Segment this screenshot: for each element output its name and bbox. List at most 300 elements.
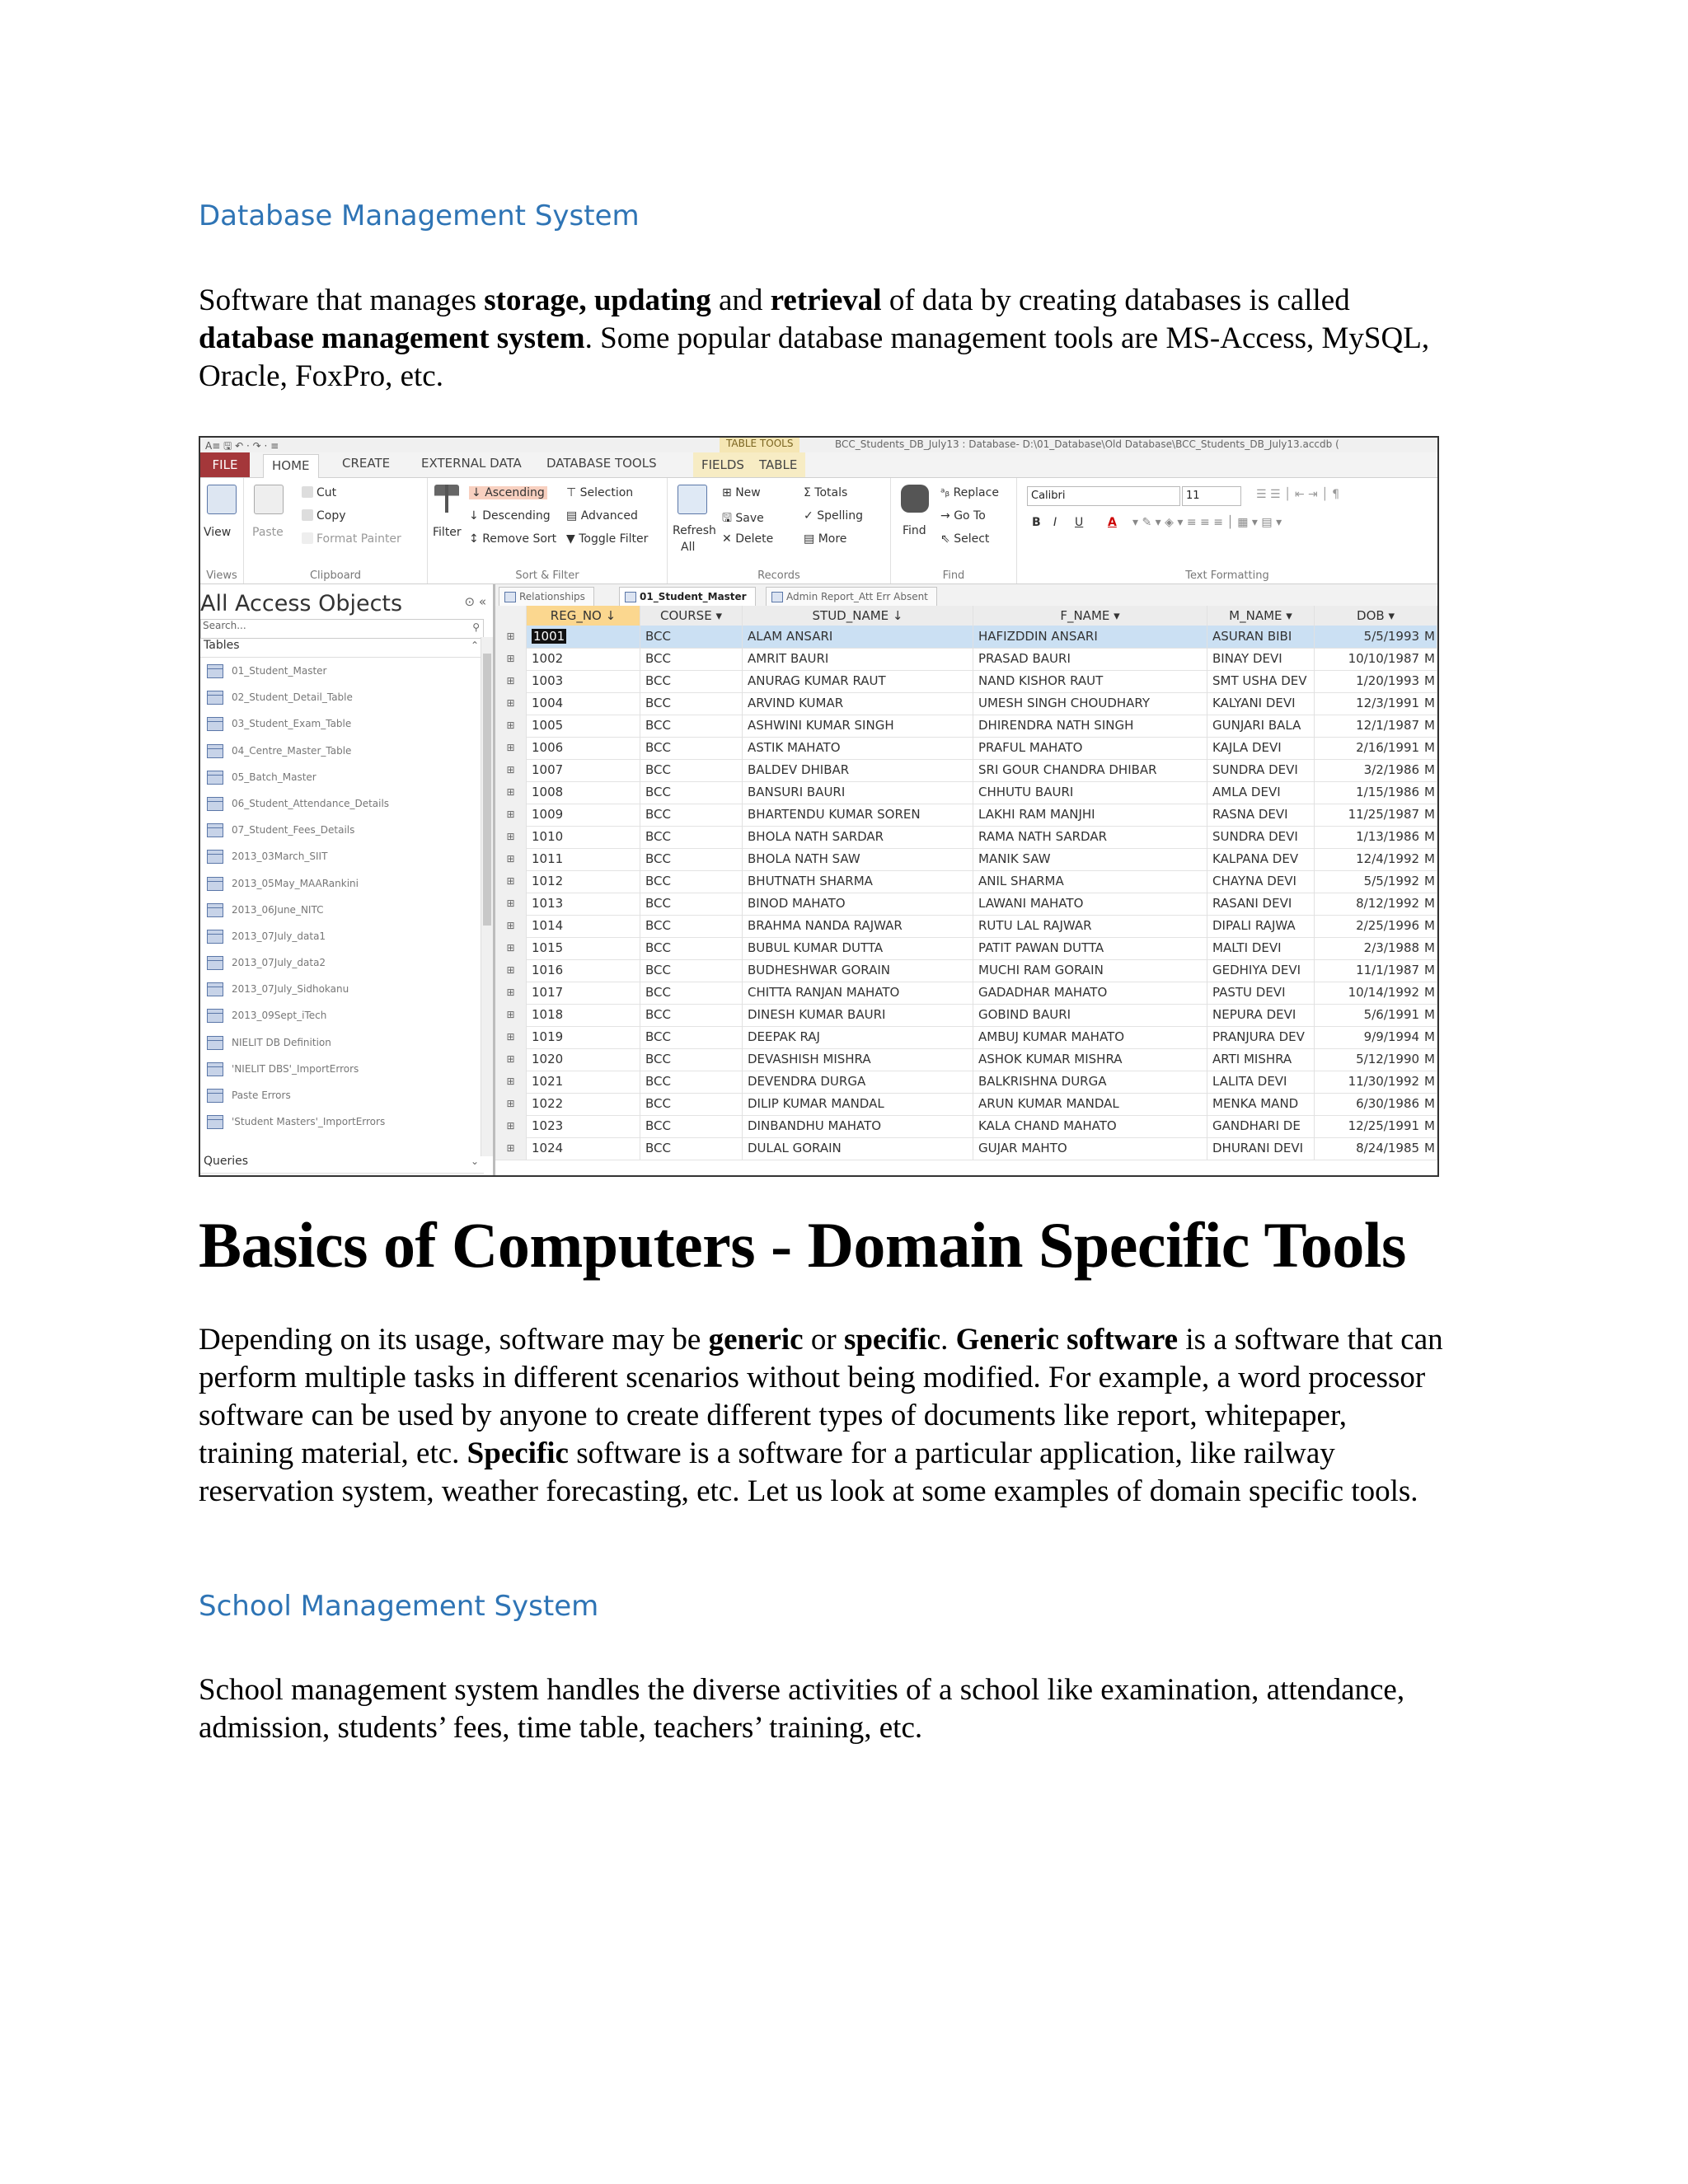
table-cell[interactable] [743, 915, 973, 937]
table-row[interactable] [495, 1137, 1437, 1160]
table-cell[interactable] [973, 715, 1207, 737]
table-cell[interactable] [1315, 1137, 1437, 1160]
table-cell[interactable] [527, 1115, 640, 1137]
table-cell[interactable] [743, 715, 973, 737]
table-cell[interactable] [1207, 781, 1315, 804]
quick-access-toolbar[interactable]: A≡ 🖫 ↶ · ↷ · ≡ [205, 440, 279, 452]
selection-button[interactable]: ⊤ Selection [566, 486, 634, 499]
expand-row-icon[interactable]: ⊞ [495, 804, 527, 826]
table-cell[interactable] [640, 759, 743, 781]
format-painter-button[interactable]: Format Painter [302, 532, 401, 546]
table-cell[interactable] [743, 959, 973, 982]
table-cell[interactable] [1315, 670, 1437, 692]
spelling-button[interactable]: ✓ Spelling [804, 509, 864, 523]
nav-table-item[interactable] [200, 685, 481, 711]
table-cell[interactable] [527, 915, 640, 937]
table-cell[interactable] [640, 781, 743, 804]
new-record-button[interactable]: ⊞ New [722, 486, 761, 499]
table-cell[interactable] [640, 1004, 743, 1026]
copy-button[interactable]: Copy [302, 509, 346, 523]
table-cell[interactable] [527, 937, 640, 959]
table-cell[interactable] [973, 1048, 1207, 1071]
nav-table-item[interactable] [200, 924, 481, 950]
nav-table-item[interactable] [200, 711, 481, 738]
table-cell[interactable] [1207, 937, 1315, 959]
table-cell[interactable] [527, 692, 640, 715]
font-size-select[interactable]: 11 [1182, 486, 1241, 506]
expand-row-icon[interactable]: ⊞ [495, 893, 527, 915]
table-row[interactable] [495, 1026, 1437, 1049]
tab-file[interactable]: FILE [200, 452, 250, 477]
table-cell[interactable] [527, 781, 640, 804]
paste-icon[interactable] [254, 485, 284, 514]
table-cell[interactable] [973, 648, 1207, 670]
table-cell[interactable] [640, 1137, 743, 1160]
totals-button[interactable]: Σ Totals [804, 486, 848, 499]
table-cell[interactable] [527, 804, 640, 826]
table-row[interactable] [495, 848, 1437, 871]
next-column-clip: M [1424, 1029, 1435, 1044]
table-cell[interactable] [640, 848, 743, 870]
table-cell[interactable] [743, 759, 973, 781]
table-cell[interactable] [1315, 781, 1437, 804]
tab-database-tools[interactable]: DATABASE TOOLS [546, 456, 657, 471]
table-cell[interactable] [527, 1137, 640, 1160]
nav-scroll-thumb[interactable] [483, 654, 491, 926]
table-cell[interactable] [1207, 982, 1315, 1004]
table-cell[interactable] [973, 848, 1207, 870]
table-cell[interactable] [743, 1071, 973, 1093]
table-cell[interactable] [743, 870, 973, 893]
table-cell[interactable] [973, 1093, 1207, 1115]
table-cell[interactable] [527, 1048, 640, 1071]
table-row[interactable] [495, 870, 1437, 893]
table-cell[interactable] [1315, 715, 1437, 737]
advanced-button[interactable]: ▤ Advanced [566, 509, 638, 523]
format-icons[interactable]: ▾ ✎ ▾ ◈ ▾ ≡ ≡ ≡ │ ▦ ▾ ▤ ▾ [1132, 516, 1282, 529]
nav-search-input[interactable]: Search... ⚲ [200, 619, 484, 639]
paste-button[interactable]: Paste [252, 526, 284, 539]
tab-home[interactable]: HOME [263, 454, 319, 478]
table-cell[interactable] [1207, 648, 1315, 670]
nav-table-item[interactable] [200, 1109, 481, 1136]
expand-row-icon[interactable]: ⊞ [495, 848, 527, 870]
table-cell[interactable] [640, 870, 743, 893]
doc-tab-student-master[interactable]: 01_Student_Master [619, 587, 756, 606]
descending-button[interactable]: ↓ Descending [469, 509, 551, 523]
table-cell[interactable] [1207, 1137, 1315, 1160]
table-cell[interactable] [973, 915, 1207, 937]
table-cell[interactable] [1315, 826, 1437, 848]
table-cell[interactable] [743, 893, 973, 915]
dropdown-arrow-icon[interactable]: ▾ [1109, 608, 1120, 623]
table-cell[interactable] [743, 626, 973, 648]
table-cell[interactable] [640, 1093, 743, 1115]
table-cell[interactable] [1315, 915, 1437, 937]
table-cell[interactable] [1207, 1004, 1315, 1026]
table-cell[interactable] [527, 959, 640, 982]
table-row[interactable] [495, 1115, 1437, 1138]
nav-table-item[interactable] [200, 950, 481, 977]
table-cell[interactable] [640, 737, 743, 759]
table-cell[interactable] [1315, 1093, 1437, 1115]
nav-table-item[interactable] [200, 977, 481, 1003]
bold-button[interactable]: B [1032, 516, 1041, 529]
toggle-filter-button[interactable]: ▼ Toggle Filter [566, 532, 649, 546]
italic-button[interactable]: I [1053, 516, 1057, 529]
table-cell[interactable] [527, 1093, 640, 1115]
table-row[interactable] [495, 759, 1437, 782]
table-cell[interactable] [743, 1004, 973, 1026]
table-cell[interactable] [640, 670, 743, 692]
table-cell[interactable] [1207, 870, 1315, 893]
table-cell[interactable] [973, 1004, 1207, 1026]
table-icon [207, 664, 223, 678]
table-cell[interactable] [973, 626, 1207, 648]
table-cell[interactable] [527, 1026, 640, 1048]
expand-row-icon[interactable]: ⊞ [495, 937, 527, 959]
table-row[interactable] [495, 715, 1437, 738]
table-cell[interactable] [1207, 670, 1315, 692]
view-icon[interactable] [207, 485, 237, 514]
sort-arrow-icon[interactable]: ↓ [601, 608, 617, 623]
cell-value: 9/9/1994 [1363, 1029, 1420, 1044]
nav-table-item[interactable] [200, 1057, 481, 1083]
column-header[interactable] [527, 606, 640, 626]
table-row[interactable] [495, 692, 1437, 715]
table-cell[interactable] [743, 1137, 973, 1160]
table-cell[interactable] [527, 737, 640, 759]
nav-title[interactable]: All Access Objects [200, 591, 403, 616]
table-row[interactable] [495, 937, 1437, 960]
view-button[interactable]: View [204, 526, 232, 539]
sort-arrow-icon[interactable]: ↓ [889, 608, 903, 623]
table-cell[interactable] [1207, 804, 1315, 826]
cell-value: BCC [645, 740, 671, 755]
nav-table-label: 02_Student_Detail_Table [232, 691, 353, 704]
refresh-button[interactable]: Refresh [673, 524, 716, 537]
table-cell[interactable] [527, 893, 640, 915]
expand-row-icon[interactable]: ⊞ [495, 1137, 527, 1160]
table-cell[interactable] [640, 915, 743, 937]
table-cell[interactable] [1315, 1115, 1437, 1137]
column-header-label: M_NAME [1229, 608, 1282, 623]
table-cell[interactable] [640, 826, 743, 848]
table-cell[interactable] [973, 1071, 1207, 1093]
collapse-icon[interactable]: « [478, 594, 486, 609]
table-cell[interactable] [973, 1115, 1207, 1137]
search-icon[interactable]: ⚲ [472, 621, 480, 633]
table-cell[interactable] [1315, 848, 1437, 870]
table-cell[interactable] [640, 1071, 743, 1093]
table-cell[interactable] [973, 692, 1207, 715]
table-row[interactable] [495, 781, 1437, 804]
expand-row-icon[interactable]: ⊞ [495, 1004, 527, 1026]
table-cell[interactable] [743, 670, 973, 692]
table-row[interactable] [495, 648, 1437, 671]
nav-table-label: 'Student Masters'_ImportErrors [232, 1116, 386, 1128]
nav-table-item[interactable] [200, 1003, 481, 1029]
expand-row-icon[interactable]: ⊞ [495, 1026, 527, 1048]
table-row[interactable] [495, 1093, 1437, 1116]
dropdown-arrow-icon[interactable]: ▾ [711, 608, 722, 623]
table-cell[interactable] [973, 1137, 1207, 1160]
table-cell[interactable] [1207, 826, 1315, 848]
expand-row-icon[interactable]: ⊞ [495, 626, 527, 648]
table-cell[interactable] [1207, 848, 1315, 870]
save-record-button[interactable]: 🖫 Save [722, 512, 764, 525]
expand-row-icon[interactable]: ⊞ [495, 670, 527, 692]
expand-row-icon[interactable]: ⊞ [495, 959, 527, 982]
dropdown-arrow-icon[interactable]: ▾ [1282, 608, 1292, 623]
table-cell[interactable] [1207, 715, 1315, 737]
table-cell[interactable] [973, 1026, 1207, 1048]
table-cell[interactable] [527, 982, 640, 1004]
table-row[interactable] [495, 804, 1437, 827]
column-header[interactable] [973, 606, 1207, 626]
table-cell[interactable] [743, 826, 973, 848]
expand-row-icon[interactable]: ⊞ [495, 1093, 527, 1115]
table-cell[interactable] [1207, 692, 1315, 715]
expand-row-icon[interactable]: ⊞ [495, 737, 527, 759]
table-cell[interactable] [743, 937, 973, 959]
expand-row-icon[interactable]: ⊞ [495, 826, 527, 848]
table-cell[interactable] [1207, 893, 1315, 915]
table-cell[interactable] [640, 626, 743, 648]
table-cell[interactable] [527, 715, 640, 737]
table-cell[interactable] [973, 959, 1207, 982]
binoculars-icon[interactable] [901, 485, 929, 513]
column-header[interactable] [1315, 606, 1437, 626]
doc-tab-admin-report[interactable]: Admin Report_Att Err Absent [766, 587, 937, 606]
table-cell[interactable] [743, 648, 973, 670]
expand-row-icon[interactable]: ⊞ [495, 715, 527, 737]
table-cell[interactable] [527, 759, 640, 781]
table-cell[interactable] [640, 959, 743, 982]
table-row[interactable] [495, 737, 1437, 760]
select-all-cell[interactable] [495, 606, 527, 626]
table-cell[interactable] [640, 1115, 743, 1137]
more-button[interactable]: ▤ More [804, 532, 847, 546]
nav-section-queries[interactable]: Queries ⌄ [200, 1155, 484, 1174]
tab-fields[interactable]: FIELDS [693, 452, 753, 477]
remove-sort-button[interactable]: ↕ Remove Sort [469, 532, 557, 546]
table-cell[interactable] [973, 893, 1207, 915]
nav-controls[interactable] [464, 594, 486, 609]
table-cell[interactable] [973, 804, 1207, 826]
table-cell[interactable] [1315, 804, 1437, 826]
column-header[interactable] [743, 606, 973, 626]
table-cell[interactable] [743, 982, 973, 1004]
table-row[interactable] [495, 959, 1437, 982]
table-row[interactable] [495, 826, 1437, 849]
cell-value: KALPANA DEV [1212, 851, 1299, 866]
nav-table-item[interactable] [200, 898, 481, 924]
cell-value: 2/16/1991 [1356, 740, 1420, 755]
table-cell[interactable] [1315, 1026, 1437, 1048]
table-cell[interactable] [743, 1093, 973, 1115]
table-row[interactable] [495, 1071, 1437, 1094]
table-row[interactable] [495, 893, 1437, 916]
table-cell[interactable] [527, 648, 640, 670]
table-cell[interactable] [1315, 982, 1437, 1004]
nav-table-item[interactable] [200, 818, 481, 844]
table-cell[interactable] [743, 1048, 973, 1071]
expand-row-icon[interactable]: ⊞ [495, 915, 527, 937]
table-row[interactable] [495, 915, 1437, 938]
select-button[interactable]: ⇖ Select [940, 532, 990, 546]
table-cell[interactable] [1207, 959, 1315, 982]
table-cell[interactable] [1315, 937, 1437, 959]
table-cell[interactable] [1315, 1071, 1437, 1093]
table-row[interactable] [495, 1048, 1437, 1071]
expand-row-icon[interactable]: ⊞ [495, 759, 527, 781]
text-run: . [940, 1323, 956, 1357]
nav-menu-icon[interactable]: ⊙ [464, 594, 476, 609]
table-cell[interactable] [640, 1026, 743, 1048]
goto-button[interactable]: → Go To [940, 509, 986, 523]
table-cell[interactable] [1315, 692, 1437, 715]
table-cell[interactable] [973, 737, 1207, 759]
table-row[interactable] [495, 982, 1437, 1005]
column-header[interactable] [1207, 606, 1315, 626]
table-cell[interactable] [640, 937, 743, 959]
nav-table-item[interactable] [200, 738, 481, 765]
tab-create[interactable]: CREATE [342, 456, 391, 471]
table-cell[interactable] [1207, 1071, 1315, 1093]
nav-table-item[interactable] [200, 1083, 481, 1109]
table-cell[interactable] [640, 804, 743, 826]
table-cell[interactable] [1315, 870, 1437, 893]
table-cell[interactable] [640, 648, 743, 670]
table-cell[interactable] [527, 826, 640, 848]
expand-row-icon[interactable]: ⊞ [495, 692, 527, 715]
table-cell[interactable] [1207, 915, 1315, 937]
table-cell[interactable] [1315, 893, 1437, 915]
table-cell[interactable] [1315, 737, 1437, 759]
tab-table[interactable]: TABLE [751, 452, 805, 477]
cut-button[interactable]: Cut [302, 486, 336, 499]
table-cell[interactable] [527, 670, 640, 692]
table-row[interactable] [495, 626, 1437, 649]
column-header[interactable] [640, 606, 743, 626]
refresh-all-button[interactable]: All [681, 541, 696, 554]
table-cell[interactable] [1315, 648, 1437, 670]
table-cell[interactable] [1207, 759, 1315, 781]
table-cell[interactable] [973, 982, 1207, 1004]
dropdown-arrow-icon[interactable]: ▾ [1384, 608, 1395, 623]
expand-row-icon[interactable]: ⊞ [495, 648, 527, 670]
nav-table-item[interactable] [200, 1030, 481, 1057]
filter-button[interactable]: Filter [433, 526, 462, 539]
table-cell[interactable] [973, 826, 1207, 848]
expand-row-icon[interactable]: ⊞ [495, 870, 527, 893]
ribbon [200, 478, 1437, 584]
table-cell[interactable] [527, 626, 640, 648]
nav-table-item[interactable] [200, 765, 481, 791]
ascending-button[interactable]: ↓ Ascending [469, 486, 547, 499]
refresh-icon[interactable] [678, 485, 707, 514]
underline-button[interactable]: U [1075, 516, 1084, 529]
cell-value: BCC [645, 940, 671, 955]
table-cell[interactable] [743, 804, 973, 826]
table-cell[interactable] [1315, 1004, 1437, 1026]
table-cell[interactable] [973, 781, 1207, 804]
delete-record-button[interactable]: ✕ Delete [722, 532, 774, 546]
table-cell[interactable] [743, 737, 973, 759]
table-cell[interactable] [1207, 1115, 1315, 1137]
table-cell[interactable] [743, 692, 973, 715]
chevron-up-icon[interactable]: ⌃ [470, 640, 479, 651]
next-column-clip: M [1424, 1052, 1435, 1066]
chevron-down-icon[interactable]: ⌄ [470, 1155, 479, 1167]
table-cell[interactable] [1315, 759, 1437, 781]
nav-table-item[interactable] [200, 871, 481, 898]
find-button[interactable]: Find [903, 524, 926, 537]
table-cell[interactable] [1315, 1048, 1437, 1071]
table-cell[interactable] [527, 1071, 640, 1093]
nav-table-label: 04_Centre_Master_Table [232, 744, 352, 757]
table-cell[interactable] [743, 848, 973, 870]
nav-scrollbar[interactable] [481, 637, 493, 1156]
expand-row-icon[interactable]: ⊞ [495, 1115, 527, 1137]
table-cell[interactable] [1207, 626, 1315, 648]
table-cell[interactable] [527, 1004, 640, 1026]
tab-external-data[interactable]: EXTERNAL DATA [421, 456, 522, 471]
table-cell[interactable] [640, 715, 743, 737]
expand-row-icon[interactable]: ⊞ [495, 1071, 527, 1093]
cell-value: CHAYNA DEVI [1212, 874, 1296, 888]
replace-button[interactable]: ᵃᵦ Replace [940, 486, 999, 499]
table-cell[interactable] [640, 893, 743, 915]
table-cell[interactable] [640, 1048, 743, 1071]
table-cell[interactable] [640, 692, 743, 715]
expand-row-icon[interactable]: ⊞ [495, 1048, 527, 1071]
table-cell[interactable] [1315, 626, 1437, 648]
font-color-button[interactable]: A [1108, 516, 1117, 529]
table-cell[interactable] [743, 1115, 973, 1137]
font-name-select[interactable]: Calibri [1027, 486, 1180, 506]
table-cell[interactable] [973, 670, 1207, 692]
table-row[interactable] [495, 1004, 1437, 1027]
nav-table-item[interactable] [200, 658, 481, 685]
table-cell[interactable] [973, 937, 1207, 959]
list-icons[interactable]: ☰ ☰ │ ⇤ ⇥ │ ¶ [1256, 488, 1340, 501]
table-cell[interactable] [1315, 959, 1437, 982]
table-row[interactable] [495, 670, 1437, 693]
table-cell[interactable] [973, 759, 1207, 781]
filter-icon[interactable] [434, 485, 459, 513]
table-cell[interactable] [973, 870, 1207, 893]
nav-table-item[interactable] [200, 844, 481, 870]
nav-section-tables[interactable]: Tables ⌃ [200, 639, 484, 658]
nav-table-list [200, 658, 481, 1136]
table-cell[interactable] [1207, 1048, 1315, 1071]
table-cell[interactable] [1207, 1093, 1315, 1115]
table-cell[interactable] [743, 1026, 973, 1048]
table-cell[interactable] [743, 781, 973, 804]
expand-row-icon[interactable]: ⊞ [495, 982, 527, 1004]
table-icon [207, 982, 223, 996]
table-cell[interactable] [527, 848, 640, 870]
nav-table-item[interactable] [200, 791, 481, 818]
table-cell[interactable] [640, 982, 743, 1004]
doc-tab-relationships[interactable]: Relationships [499, 587, 594, 606]
table-cell[interactable] [1207, 1026, 1315, 1048]
table-cell[interactable] [527, 870, 640, 893]
table-cell[interactable] [1207, 737, 1315, 759]
expand-row-icon[interactable]: ⊞ [495, 781, 527, 804]
